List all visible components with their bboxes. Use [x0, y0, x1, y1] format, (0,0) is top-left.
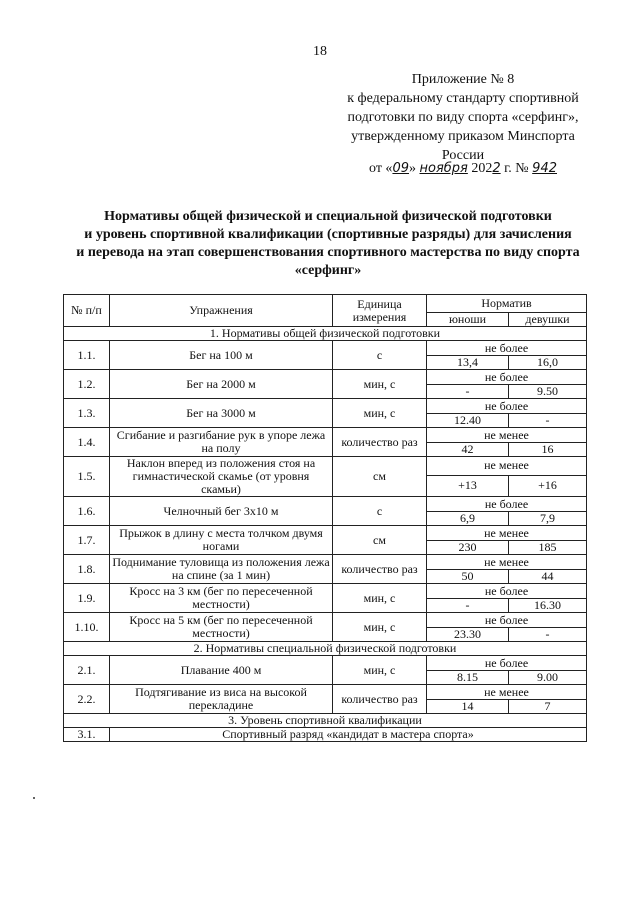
row-unit: мин, с — [333, 370, 427, 399]
header-girls: девушки — [509, 313, 587, 327]
section-title: 3. Уровень спортивной квалификации — [64, 714, 587, 728]
row-girls-value: - — [509, 414, 587, 428]
table-row — [64, 613, 587, 628]
page-number: 18 — [313, 44, 327, 59]
table-row — [64, 497, 587, 512]
order-number: 942 — [532, 161, 557, 176]
number-prefix: г. № — [504, 161, 529, 176]
year-digit: 2 — [492, 161, 501, 176]
row-num: 1.6. — [64, 497, 110, 526]
header-exercise: Упражнения — [110, 295, 333, 327]
row-condition: не более — [427, 370, 587, 385]
row-exercise: Бег на 3000 м — [110, 399, 333, 428]
row-exercise: Кросс на 3 км (бег по пересеченной местности) — [110, 584, 333, 613]
date-day: 09 — [392, 161, 409, 176]
row-unit: количество раз — [333, 428, 427, 457]
row-condition: не менее — [427, 457, 587, 476]
row-condition: не более — [427, 399, 587, 414]
header-row — [64, 295, 587, 313]
appendix-line: Приложение № 8 — [411, 72, 515, 87]
header-norm: Норматив — [427, 295, 587, 313]
section-title: 2. Нормативы специальной физической подготовки — [64, 642, 587, 656]
row-boys-value: 230 — [427, 541, 509, 555]
row-boys-value: 6,9 — [427, 512, 509, 526]
table-row — [64, 728, 587, 742]
row-exercise: Наклон вперед из положения стоя на гимнастической скамье (от уровня скамьи) — [110, 457, 333, 497]
date-sep: » — [408, 161, 416, 176]
row-condition: не менее — [427, 428, 587, 443]
row-num: 1.1. — [64, 341, 110, 370]
title-line: и перевода на этап совершенствования спортивного мастерства по виду спорта — [76, 245, 580, 260]
row-boys-value: 42 — [427, 443, 509, 457]
row-num: 1.4. — [64, 428, 110, 457]
row-unit: количество раз — [333, 555, 427, 584]
row-unit: см — [333, 457, 427, 497]
table-row — [64, 584, 587, 599]
row-num: 2.1. — [64, 656, 110, 685]
section-row — [64, 327, 587, 341]
row-num: 2.2. — [64, 685, 110, 714]
title-line: «серфинг» — [294, 263, 362, 278]
row-exercise: Сгибание и разгибание рук в упоре лежа на полу — [110, 428, 333, 457]
row-girls-value: 7 — [509, 700, 587, 714]
row-boys-value: 13,4 — [427, 356, 509, 370]
row-condition: не более — [427, 656, 587, 671]
section-row — [64, 642, 587, 656]
row-unit: мин, с — [333, 399, 427, 428]
table-body — [64, 295, 587, 742]
table-row — [64, 457, 587, 476]
row-boys-value: 23.30 — [427, 628, 509, 642]
row-condition: не более — [427, 613, 587, 628]
row-unit: мин, с — [333, 656, 427, 685]
row-num: 1.3. — [64, 399, 110, 428]
row-unit: с — [333, 341, 427, 370]
row-boys-value: - — [427, 385, 509, 399]
header-boys: юноши — [427, 313, 509, 327]
order-date-line — [318, 161, 608, 177]
row-exercise: Бег на 100 м — [110, 341, 333, 370]
row-condition: не более — [427, 584, 587, 599]
row-boys-value: +13 — [427, 475, 509, 496]
table-row — [64, 656, 587, 671]
table-row — [64, 555, 587, 570]
row-girls-value: 9.50 — [509, 385, 587, 399]
row-exercise: Прыжок в длину с места толчком двумя ногами — [110, 526, 333, 555]
appendix-line: подготовки по виду спорта «серфинг», — [347, 110, 579, 125]
title-line: Нормативы общей физической и специальной физической подготовки — [104, 209, 552, 224]
row-num: 1.7. — [64, 526, 110, 555]
row-condition: не менее — [427, 526, 587, 541]
year-prefix: 202 — [471, 161, 493, 176]
appendix-line: утвержденному приказом Минспорта — [351, 129, 575, 144]
table-row — [64, 370, 587, 385]
row-girls-value: 185 — [509, 541, 587, 555]
appendix-line: России — [441, 148, 485, 163]
row-boys-value: 14 — [427, 700, 509, 714]
row-girls-value: +16 — [509, 475, 587, 496]
header-num: № п/п — [64, 295, 110, 327]
table-row — [64, 428, 587, 443]
row-exercise: Челночный бег 3х10 м — [110, 497, 333, 526]
row-girls-value: 7,9 — [509, 512, 587, 526]
row-qualification: Спортивный разряд «кандидат в мастера спорта» — [110, 728, 587, 742]
table-row — [64, 399, 587, 414]
table-row — [64, 341, 587, 356]
date-month: ноября — [419, 161, 468, 176]
date-prefix: от « — [369, 161, 393, 176]
row-num: 1.9. — [64, 584, 110, 613]
row-condition: не более — [427, 497, 587, 512]
row-girls-value: 16.30 — [509, 599, 587, 613]
section-title: 1. Нормативы общей физической подготовки — [64, 327, 587, 341]
row-girls-value: - — [509, 628, 587, 642]
row-boys-value: 50 — [427, 570, 509, 584]
table-row — [64, 526, 587, 541]
row-boys-value: - — [427, 599, 509, 613]
row-condition: не более — [427, 341, 587, 356]
row-num: 1.10. — [64, 613, 110, 642]
row-girls-value: 16,0 — [509, 356, 587, 370]
row-exercise: Плавание 400 м — [110, 656, 333, 685]
row-boys-value: 12.40 — [427, 414, 509, 428]
row-unit: см — [333, 526, 427, 555]
title-line: и уровень спортивной квалификации (спортивные разряды) для зачисления — [84, 227, 572, 242]
row-num: 1.8. — [64, 555, 110, 584]
scan-speck — [33, 797, 35, 799]
row-unit: мин, с — [333, 584, 427, 613]
row-exercise: Поднимание туловища из положения лежа на спине (за 1 мин) — [110, 555, 333, 584]
section-row — [64, 714, 587, 728]
norms-table — [63, 294, 587, 742]
row-num: 1.2. — [64, 370, 110, 399]
header-unit: Единица измерения — [333, 295, 427, 327]
row-girls-value: 16 — [509, 443, 587, 457]
row-num: 1.5. — [64, 457, 110, 497]
appendix-line: к федеральному стандарту спортивной — [347, 91, 579, 106]
row-girls-value: 44 — [509, 570, 587, 584]
row-unit: мин, с — [333, 613, 427, 642]
row-exercise: Подтягивание из виса на высокой перекладине — [110, 685, 333, 714]
row-exercise: Бег на 2000 м — [110, 370, 333, 399]
row-boys-value: 8.15 — [427, 671, 509, 685]
document-title — [48, 208, 608, 280]
row-condition: не менее — [427, 555, 587, 570]
row-unit: количество раз — [333, 685, 427, 714]
appendix-block — [318, 70, 608, 165]
row-num: 3.1. — [64, 728, 110, 742]
row-girls-value: 9.00 — [509, 671, 587, 685]
row-unit: с — [333, 497, 427, 526]
table-row — [64, 685, 587, 700]
row-exercise: Кросс на 5 км (бег по пересеченной местности) — [110, 613, 333, 642]
row-condition: не менее — [427, 685, 587, 700]
